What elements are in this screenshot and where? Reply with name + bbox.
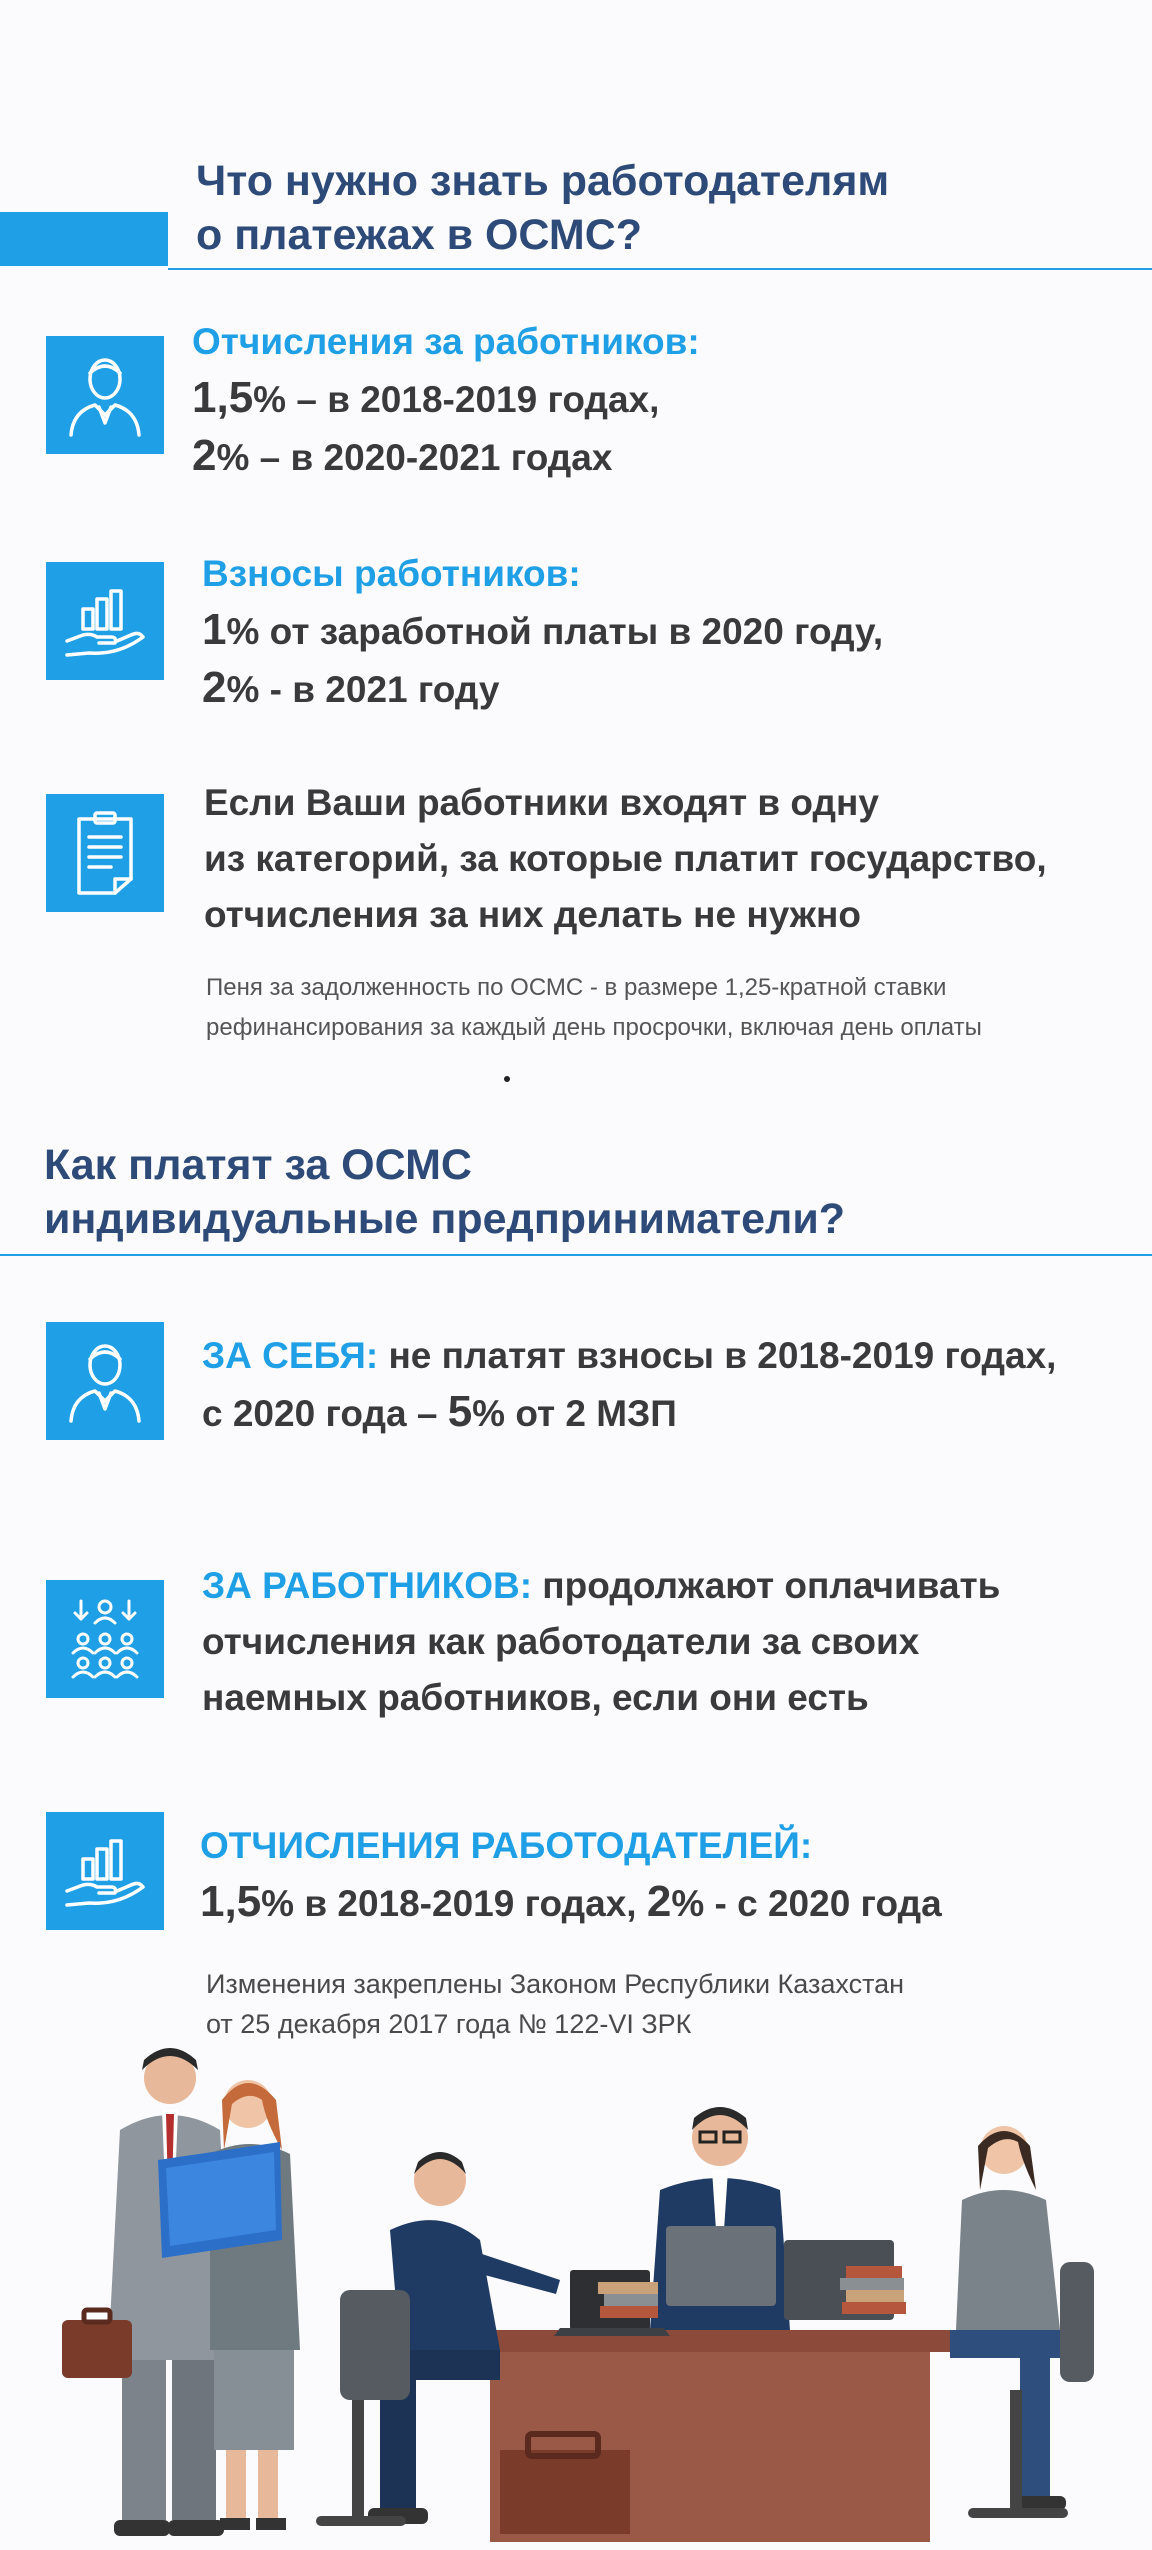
item3-text: Если Ваши работники входят в одну из категорий, за которые платит государство, отчисления за них делать не нужно	[204, 782, 1047, 935]
section2-title: Как платят за ОСМС индивидуальные предприниматели?	[44, 1141, 846, 1243]
item2-text: Взносы работников: 1% от заработной платы в 2020 году, 2% - в 2021 году	[202, 553, 884, 712]
item4-label: ЗА СЕБЯ:	[202, 1335, 379, 1376]
clipboard-icon-box	[46, 794, 164, 912]
person-icon-box-2	[46, 1322, 164, 1440]
item4-text: ЗА СЕБЯ: не платят взносы в 2018-2019 годах, с 2020 года – 5% от 2 МЗП	[202, 1335, 1057, 1436]
person-icon-box	[46, 336, 164, 454]
desk-figure	[470, 2330, 950, 2542]
hand-coins-icon	[59, 575, 151, 667]
team-icon	[59, 1593, 151, 1685]
office-people-illustration	[0, 2030, 1152, 2550]
item1-label: Отчисления за работников:	[192, 321, 700, 362]
hand-coins-icon	[59, 1825, 151, 1917]
section1-title: Что нужно знать работодателям о платежах в ОСМС?	[196, 157, 890, 259]
team-icon-box	[46, 1580, 164, 1698]
item5-label: ЗА РАБОТНИКОВ:	[202, 1565, 533, 1606]
item5-text: ЗА РАБОТНИКОВ: продолжают оплачивать отчисления как работодатели за своих наемных работников, если они есть	[202, 1565, 1001, 1718]
law-note: Изменения закреплены Законом Республики Казахстан от 25 декабря 2017 года № 122-VI ЗРК	[206, 1969, 905, 2039]
person-icon	[59, 349, 151, 441]
penalty-note: Пеня за задолженность по ОСМС - в размере 1,25-кратной ставки рефинансирования за каждый день просрочки, включая день оплаты	[206, 974, 982, 1041]
section2-rule	[0, 1254, 1152, 1256]
hand-coins-icon-box-2	[46, 1812, 164, 1930]
section1-rule	[168, 268, 1152, 270]
speck	[504, 1076, 510, 1082]
item2-label: Взносы работников:	[202, 553, 581, 594]
woman-phone-figure	[950, 2126, 1094, 2518]
item1-text: Отчисления за работников: 1,5% – в 2018-2019 годах, 2% – в 2020-2021 годах	[192, 321, 700, 480]
hand-coins-icon-box	[46, 562, 164, 680]
clipboard-icon	[59, 807, 151, 899]
person-icon	[59, 1335, 151, 1427]
item6-label: ОТЧИСЛЕНИЯ РАБОТОДАТЕЛЕЙ:	[200, 1825, 813, 1866]
header-accent-bar	[0, 212, 168, 266]
item6-text: ОТЧИСЛЕНИЯ РАБОТОДАТЕЛЕЙ: 1,5% в 2018-2019 годах, 2% - с 2020 года	[200, 1825, 942, 1926]
standing-man-figure	[62, 2048, 232, 2536]
